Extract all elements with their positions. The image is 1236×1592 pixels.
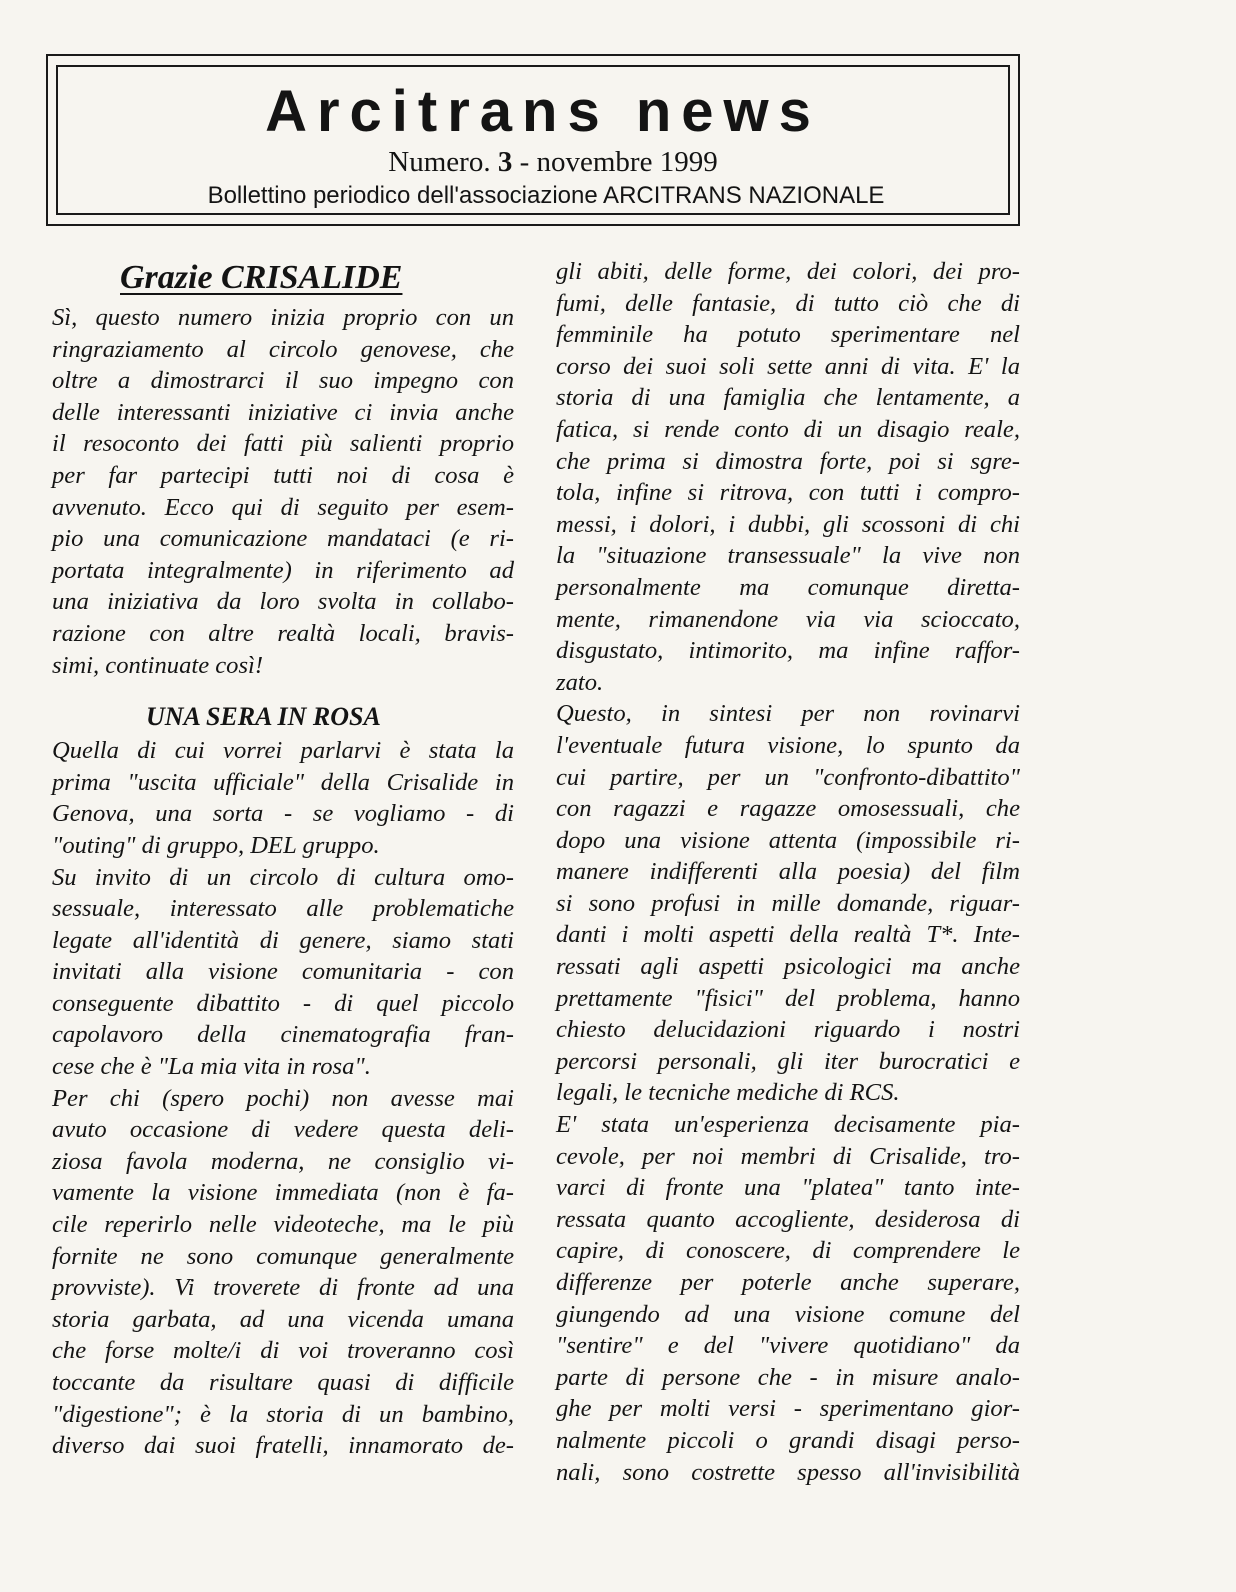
text-line: ringraziamento al circolo genovese, che — [52, 335, 514, 363]
text-line: fatica, si rende conto di un disagio reale, — [556, 415, 1020, 443]
text-line: "digestione"; è la storia di un bambino, — [52, 1400, 514, 1428]
text-line: chiesto delucidazioni riguardo i nostri — [556, 1016, 1020, 1044]
issue-line — [58, 145, 1008, 179]
text-line: vamente la visione immediata (non è fa- — [52, 1179, 514, 1207]
text-line: ziosa favola moderna, ne consiglio vi- — [52, 1147, 514, 1175]
text-line: differenze per poterle anche superare, — [556, 1269, 1020, 1296]
right-column — [556, 256, 1020, 1488]
text-line: diverso dai suoi fratelli, innamorato de- — [52, 1432, 514, 1460]
text-line: razione con altre realtà locali, bravis- — [52, 619, 514, 647]
text-line: la "situazione transessuale" la vive non — [556, 542, 1020, 570]
text-line: simi, continuate così! — [52, 651, 264, 679]
right-paragraph-3 — [556, 1109, 1020, 1488]
article-headline: Grazie CRISALIDE — [120, 259, 403, 296]
text-line: prettamente "fisici" del problema, hanno — [556, 984, 1020, 1012]
text-line: nalmente piccoli o grandi disagi perso- — [556, 1426, 1020, 1454]
text-line: portata integralmente) in riferimento ad — [52, 556, 514, 584]
text-line: manere indifferenti alla poesia) del film — [556, 858, 1020, 886]
text-line: oltre a dimostrarci il suo impegno con — [52, 367, 514, 395]
text-line: gli abiti, delle forme, dei colori, dei pro- — [556, 258, 1020, 285]
paragraph-3 — [52, 1083, 514, 1462]
issue-prefix: Numero. — [388, 146, 498, 178]
right-paragraph-2 — [556, 698, 1020, 1109]
text-line: femminile ha potuto sperimentare nel — [556, 321, 1020, 349]
text-line: avuto occasione di vedere questa deli- — [52, 1116, 514, 1144]
text-line: messi, i dolori, i dubbi, gli scossoni di chi — [556, 510, 1020, 538]
text-line: avvenuto. Ecco qui di seguito per esem- — [52, 493, 514, 521]
text-line: fornite ne sono comunque generalmente — [52, 1242, 514, 1270]
text-line: corso dei suoi soli sette anni di vita. E' la — [556, 352, 1020, 380]
text-line: sessuale, interessato alle problematiche — [52, 895, 514, 923]
text-line: varci di fronte una "platea" tanto inte- — [556, 1174, 1020, 1202]
text-line: "outing" di gruppo, DEL gruppo. — [52, 831, 380, 859]
newsletter-title: Arcitrans news — [265, 79, 821, 144]
text-line: il resoconto dei fatti più salienti proprio — [52, 430, 514, 458]
text-line: l'eventuale futura visione, lo spunto da — [556, 731, 1020, 759]
left-column — [52, 256, 514, 1462]
text-line: Genova, una sorta - se vogliamo - di — [52, 800, 514, 828]
newsletter-subtitle: Bollettino periodico dell'associazione ARCITRANS NAZIONALE — [207, 182, 885, 209]
text-line: mente, rimanendone via via scioccato, — [556, 605, 1020, 633]
text-line: ressata quanto accogliente, desiderosa di — [556, 1205, 1020, 1233]
text-line: ressati agli aspetti psicologici ma anche — [556, 953, 1020, 981]
text-line: nali, sono costrette spesso all'invisibilità — [556, 1458, 1020, 1486]
intro-paragraph — [52, 302, 514, 681]
text-line: personalmente ma comunque diretta- — [556, 573, 1020, 601]
text-line: giungendo ad una visione comune del — [556, 1300, 1020, 1328]
paragraph-2 — [52, 862, 514, 1083]
text-line: invitati alla visione comunitaria - con — [52, 958, 514, 986]
text-line: Per chi (spero pochi) non avesse mai — [52, 1084, 514, 1112]
text-line: storia di una famiglia che lentamente, a — [556, 384, 1020, 412]
text-line: dopo una visione attenta (impossibile ri- — [556, 826, 1020, 854]
text-line: con ragazzi e ragazze omosessuali, che — [556, 795, 1020, 823]
text-line: Su invito di un circolo di cultura omo- — [52, 863, 514, 891]
text-line: danti i molti aspetti della realtà T*. Inte- — [556, 921, 1020, 949]
text-line: Questo, in sintesi per non rovinarvi — [556, 700, 1020, 728]
text-line: percorsi personali, gli iter burocratici e — [556, 1047, 1020, 1075]
text-line: toccante da risultare quasi di difficile — [52, 1369, 514, 1396]
text-line: Sì, questo numero inizia proprio con un — [52, 304, 514, 331]
text-line: disgustato, intimorito, ma infine raffor- — [556, 637, 1020, 665]
text-line: cile reperirlo nelle videoteche, ma le più — [52, 1211, 514, 1239]
text-line: cui partire, per un "confronto-dibattito" — [556, 763, 1020, 791]
text-line: capolavoro della cinematografia fran- — [52, 1021, 514, 1049]
text-line: conseguente dibattito - di quel piccolo — [52, 989, 514, 1017]
text-line: parte di persone che - in misure analo- — [556, 1363, 1020, 1391]
masthead — [46, 54, 1020, 226]
text-line: storia garbata, ad una vicenda umana — [52, 1305, 514, 1333]
text-line: fumi, delle fantasie, di tutto ciò che di — [556, 289, 1020, 317]
issue-date: - novembre 1999 — [512, 146, 718, 178]
text-line: E' stata un'esperienza decisamente pia- — [556, 1111, 1020, 1139]
text-line: una iniziativa da loro svolta in collabo- — [52, 588, 514, 616]
text-line: prima "uscita ufficiale" della Crisalide in — [52, 768, 514, 796]
text-line: cevole, per noi membri di Crisalide, tro- — [556, 1142, 1020, 1170]
text-line: tola, infine si ritrova, con tutti i compro- — [556, 479, 1020, 507]
text-line: che prima si dimostra forte, poi si sgre- — [556, 447, 1020, 475]
text-line: capire, di conoscere, di comprendere le — [556, 1237, 1020, 1265]
text-line: pio una comunicazione mandataci (e ri- — [52, 525, 514, 553]
issue-number: 3 — [497, 146, 513, 178]
masthead-inner-border — [56, 65, 1010, 215]
text-line: delle interessanti iniziative ci invia anche — [52, 398, 514, 426]
text-line: cese che è "La mia vita in rosa". — [52, 1053, 371, 1081]
section-subhead: UNA SERA IN ROSA — [146, 702, 381, 732]
text-line: Quella di cui vorrei parlarvi è stata la — [52, 737, 514, 765]
paragraph-1 — [52, 735, 514, 861]
text-line: legate all'identità di genere, siamo stati — [52, 926, 514, 954]
text-line: ghe per molti versi - sperimentano gior- — [556, 1395, 1020, 1423]
text-line: per far partecipi tutti noi di cosa è — [52, 461, 514, 489]
text-line: zato. — [556, 668, 604, 696]
text-line: si sono profusi in mille domande, riguar- — [556, 889, 1020, 917]
text-line: "sentire" e del "vivere quotidiano" da — [556, 1332, 1020, 1360]
right-paragraph-1 — [556, 256, 1020, 698]
text-line: legali, le tecniche mediche di RCS. — [556, 1079, 900, 1107]
text-line: che forse molte/i di voi troveranno così — [52, 1337, 514, 1365]
text-line: provviste). Vi troverete di fronte ad una — [52, 1274, 514, 1302]
